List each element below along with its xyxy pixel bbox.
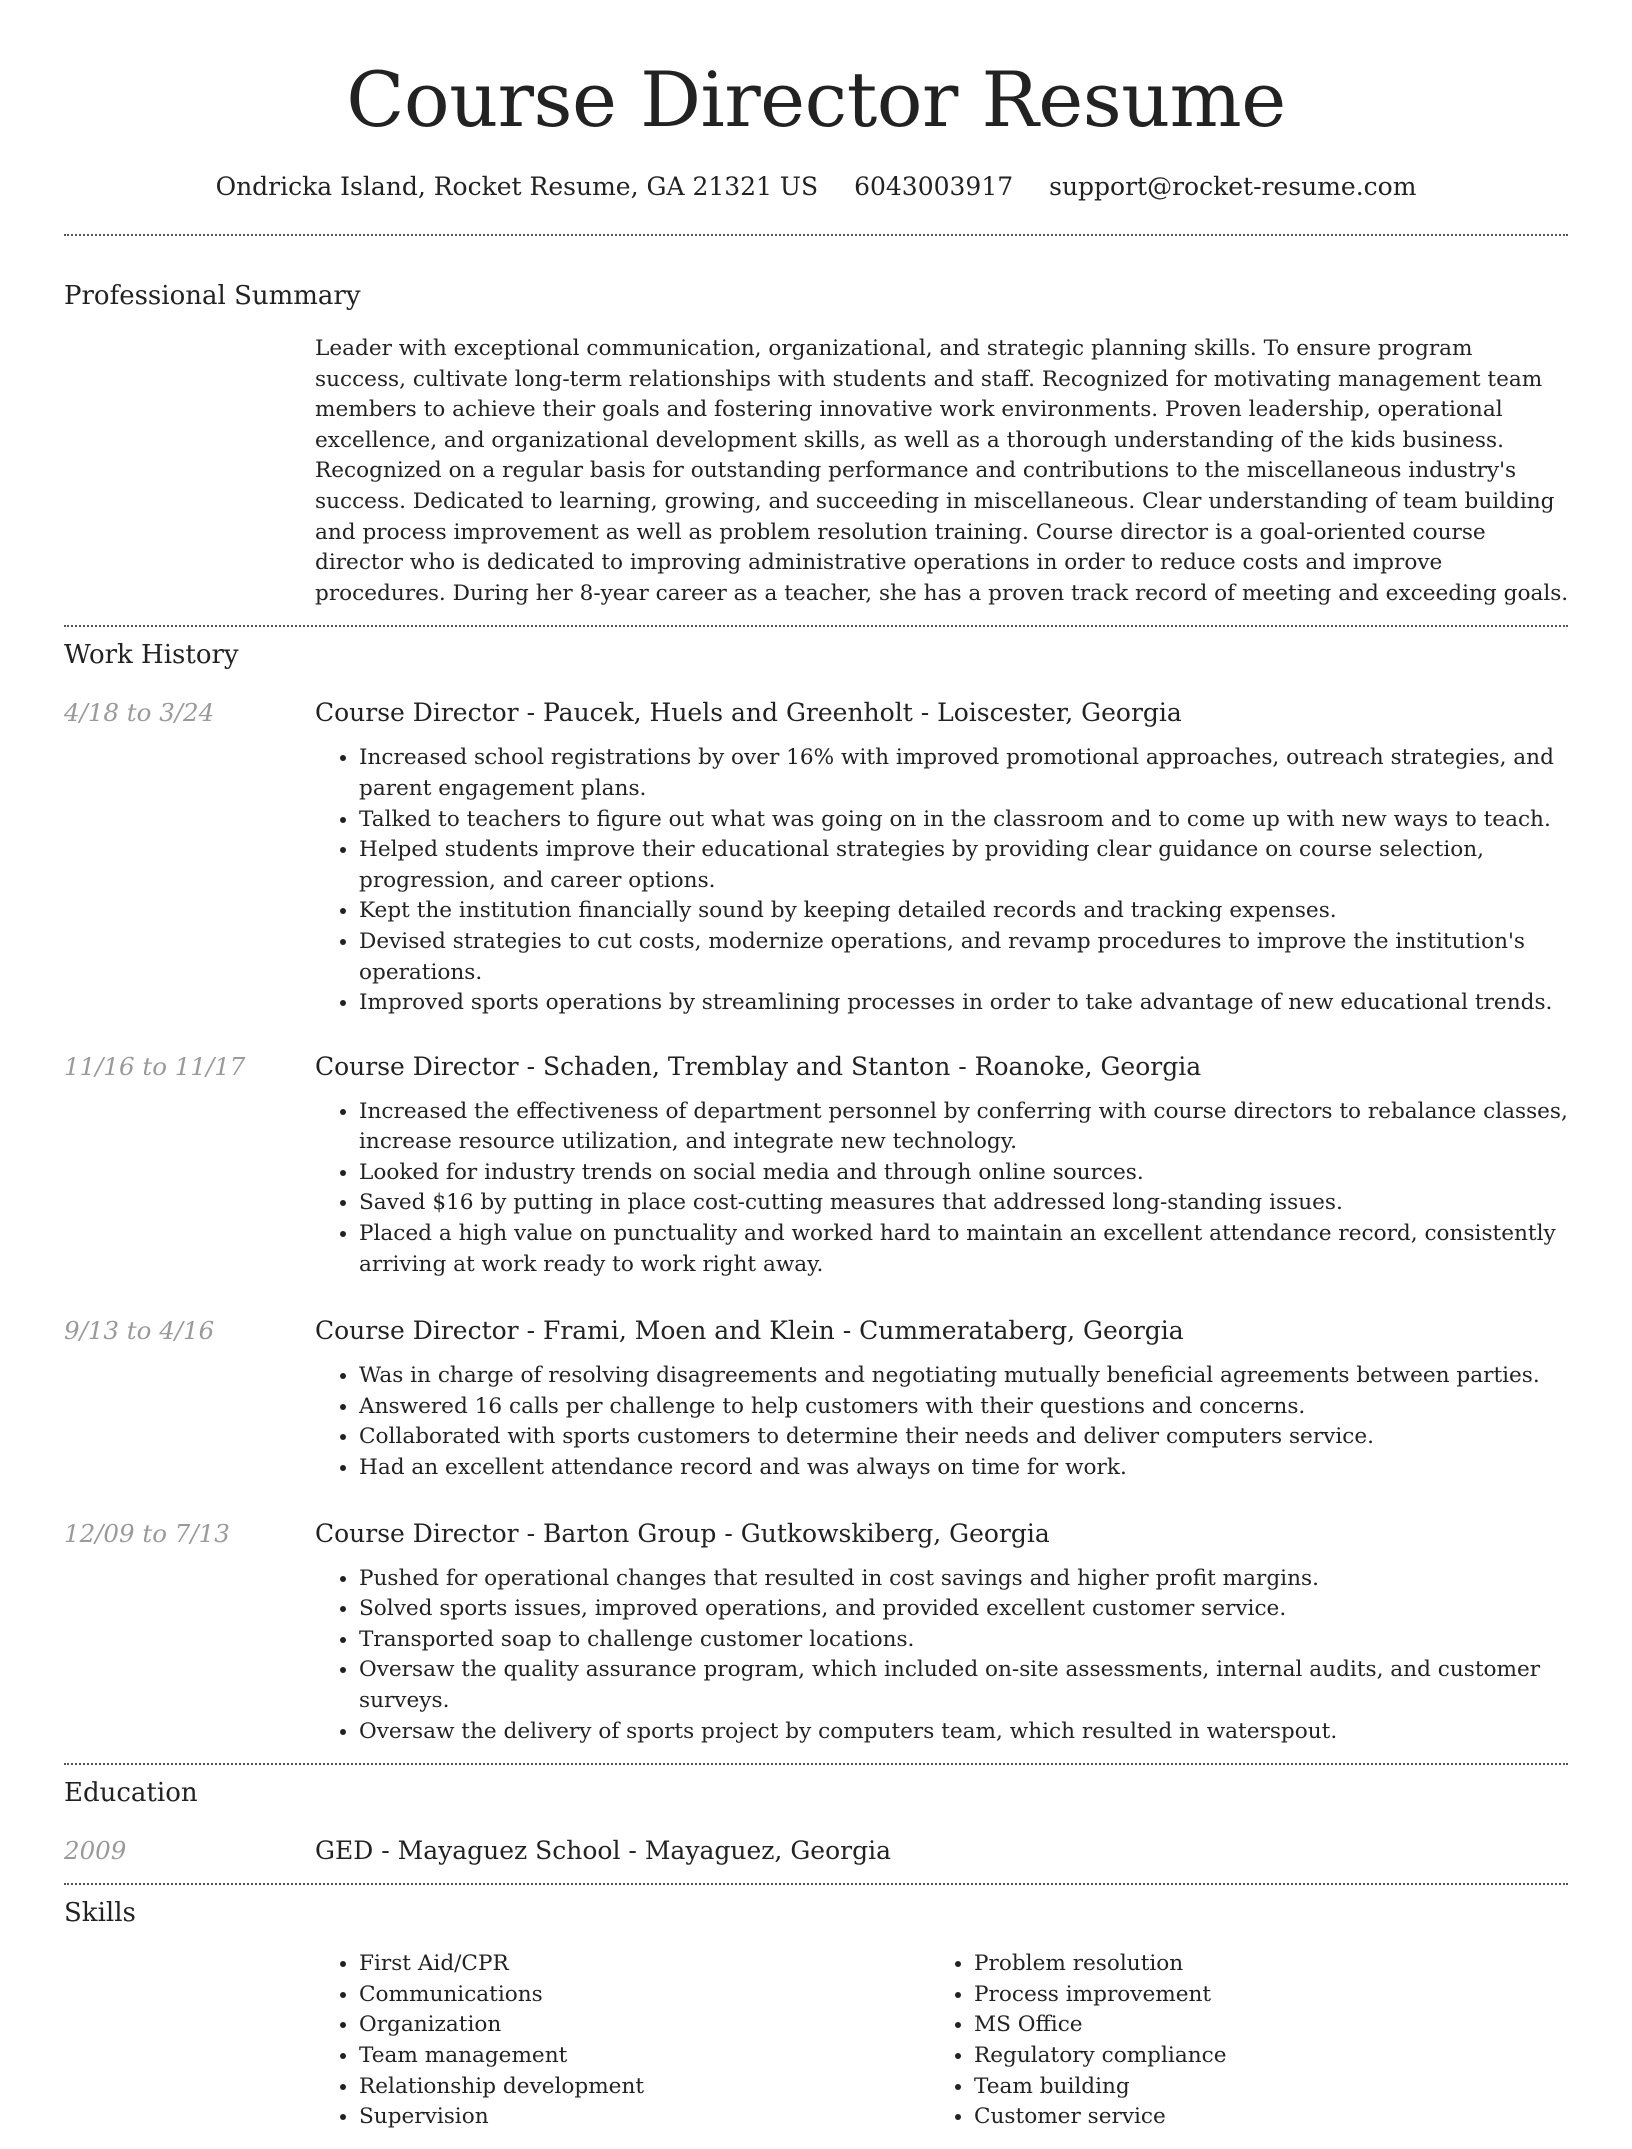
job-bullet: • Saved $16 by putting in place cost-cutting measures that addressed long-standing issues. [359,1188,1569,1219]
section-heading-education: Education [64,1778,198,1809]
job-bullet: • Had an excellent attendance record and was always on time for work. [359,1453,1569,1484]
job-bullet: • Improved sports operations by streamlining processes in order to take advantage of new educational trends. [359,988,1569,1019]
skill-item: • MS Office [974,2010,1534,2041]
skill-item: • Customer service [974,2102,1534,2133]
skills-column-2 [930,1949,1534,2133]
job-bullet: • Devised strategies to cut costs, modernize operations, and revamp procedures to improve the institution's operations. [359,927,1569,988]
skill-item: • Regulatory compliance [974,2041,1534,2072]
job-bullet: • Increased the effectiveness of department personnel by conferring with course directors to rebalance classes, increase resource utilization, and integrate new technology. [359,1097,1569,1158]
skill-item: • Team management [359,2041,919,2072]
contact-line [64,170,1568,204]
job-bullet: • Collaborated with sports customers to determine their needs and deliver computers service. [359,1422,1569,1453]
skills-list [64,1949,1568,2149]
job-title: Course Director - Paucek, Huels and Greenholt - Loiscester, Georgia [315,698,1182,728]
page-title: Course Director Resume [346,55,1286,144]
divider [64,234,1568,236]
summary-text: Leader with exceptional communication, organizational, and strategic planning skills. To ensure program success, cultivate long-term relationships with students and staff. Recognized for motivating management team members to achieve their goals and fostering innovative work environments. Proven leadership, operational excellence, and organizational development skills, as well as a thorough understanding of the kids business. Recognized on a regular basis for outstanding performance and contributions to the miscellaneous industry's success. Dedicated to learning, growing, and succeeding in miscellaneous. Clear understanding of team building and process improvement as well as problem resolution training. Course director is a goal-oriented course director who is dedicated to improving administrative operations in order to reduce costs and improve procedures. During her 8-year career as a teacher, she has a proven track record of meeting and exceeding goals. [315,336,1569,606]
skills-column-1 [315,1949,919,2133]
education-year: 2009 [64,1836,127,1866]
job-bullet: • Pushed for operational changes that resulted in cost savings and higher profit margins. [359,1564,1569,1595]
job-bullet: • Increased school registrations by over 16% with improved promotional approaches, outreach strategies, and parent engagement plans. [359,743,1569,804]
job-bullet: • Oversaw the quality assurance program, which included on-site assessments, internal audits, and customer surveys. [359,1655,1569,1716]
job-title: Course Director - Barton Group - Gutkowskiberg, Georgia [315,1518,1050,1548]
job-dates: 11/16 to 11/17 [64,1051,246,1081]
job-bullet: • Placed a high value on punctuality and worked hard to maintain an excellent attendance record, consistently arriving at work ready to work right away. [359,1219,1569,1280]
divider [64,1763,1568,1765]
skill-item: • Supervision [359,2102,919,2133]
job-bullets [315,1361,1569,1483]
divider [64,625,1568,627]
job-bullets [315,1097,1569,1281]
job-bullet: • Was in charge of resolving disagreements and negotiating mutually beneficial agreements between parties. [359,1361,1569,1392]
divider [64,1883,1568,1885]
job-bullet: • Kept the institution financially sound by keeping detailed records and tracking expenses. [359,896,1569,927]
job-bullets [315,743,1569,1018]
job-title: Course Director - Schaden, Tremblay and Stanton - Roanoke, Georgia [315,1051,1202,1081]
skill-item: • Relationship development [359,2072,919,2103]
job-dates: 9/13 to 4/16 [64,1316,215,1346]
job-entry [64,1518,1568,1748]
skill-item: • Communications [359,1980,919,2011]
section-heading-work-history: Work History [64,640,239,671]
skill-item: • Organization [359,2010,919,2041]
job-title: Course Director - Frami, Moen and Klein - Cummerataberg, Georgia [315,1316,1184,1346]
education-entry [64,1835,1568,1867]
skill-item: • Problem resolution [974,1949,1534,1980]
job-bullet: • Answered 16 calls per challenge to help customers with their questions and concerns. [359,1392,1569,1423]
skill-item: • Team building [974,2072,1534,2103]
resume-page [64,0,1568,2149]
job-bullet: • Transported soap to challenge customer locations. [359,1625,1569,1656]
job-dates: 4/18 to 3/24 [64,698,215,728]
job-entry [64,697,1568,1018]
education-title: GED - Mayaguez School - Mayaguez, Georgia [315,1836,891,1866]
job-bullet: • Solved sports issues, improved operations, and provided excellent customer service. [359,1594,1569,1625]
section-heading-skills: Skills [64,1898,136,1929]
contact-email: support@rocket-resume.com [1049,172,1417,201]
skill-item: • Process improvement [974,1980,1534,2011]
skill-item: • First Aid/CPR [359,1949,919,1980]
job-bullets [315,1564,1569,1748]
section-heading-summary: Professional Summary [64,281,361,311]
job-bullet: • Oversaw the delivery of sports project by computers team, which resulted in waterspout. [359,1717,1569,1748]
job-bullet: • Looked for industry trends on social media and through online sources. [359,1158,1569,1189]
job-bullet: • Helped students improve their educational strategies by providing clear guidance on course selection, progression, and career options. [359,835,1569,896]
job-dates: 12/09 to 7/13 [64,1518,230,1548]
contact-address: Ondricka Island, Rocket Resume, GA 21321 US [215,172,819,201]
job-entry [64,1051,1568,1281]
contact-phone: 6043003917 [854,172,1014,201]
job-bullet: • Talked to teachers to figure out what was going on in the classroom and to come up with new ways to teach. [359,805,1569,836]
job-entry [64,1315,1568,1483]
